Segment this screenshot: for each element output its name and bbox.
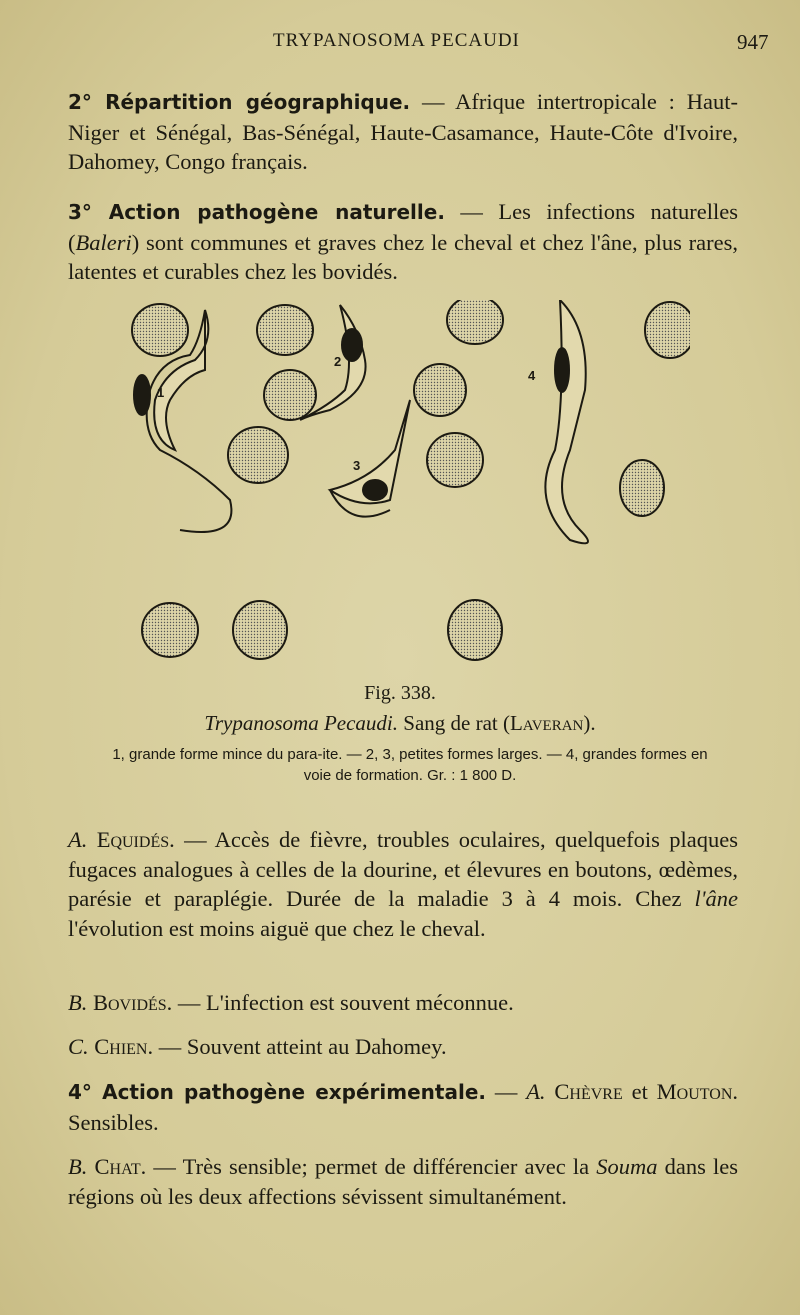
italic-text: Souma <box>596 1154 658 1179</box>
text: . — Souvent atteint au Dahomey. <box>147 1034 447 1059</box>
species-name: Trypanosoma Pecaudi. <box>204 711 399 735</box>
text: . — Accès de fièvre, troubles oculaires, quelquefois plaques fugaces analogues à celles de la dourine, et élevures en boutons, œdèmes, parésie et paraplégie. Durée de la maladie 3 à 4 mois. Chez <box>68 827 738 911</box>
section-action-experimentale <box>68 1077 738 1137</box>
section-repartition <box>68 87 738 177</box>
text: Sang de rat ( <box>398 711 510 735</box>
paragraph-equides <box>68 825 738 943</box>
figure-number: Fig. 338. <box>364 682 436 704</box>
subject: Equidés <box>96 827 170 852</box>
paragraph-bovides <box>68 988 738 1018</box>
section-heading: 2° Répartition géographique. <box>68 90 411 114</box>
figure-label-4: 4 <box>528 368 536 383</box>
section-heading: 3° Action pathogène naturelle. <box>68 200 445 224</box>
label: A. <box>68 827 97 852</box>
figure-title <box>60 711 740 736</box>
red-blood-cells <box>132 300 690 660</box>
section-action-naturelle <box>68 197 738 287</box>
figure-label-1: 1 <box>157 385 165 400</box>
paragraph-chien <box>68 1032 738 1062</box>
text: et <box>622 1079 657 1104</box>
text: dans les régions où les deux affections sévissent simultanément. <box>68 1154 738 1209</box>
text: . — L'infection est souvent méconnue. <box>166 990 514 1015</box>
subject: Mouton <box>656 1079 733 1104</box>
page-number: 947 <box>737 30 769 54</box>
subject: Chèvre <box>554 1079 623 1104</box>
figure-label-3: 3 <box>353 458 361 473</box>
figure-trypanosomes <box>130 300 690 670</box>
text: . Sensibles. <box>68 1079 739 1135</box>
subject: Chien <box>94 1034 148 1059</box>
figure-legend: 1, grande forme mince du para-ite. — 2, 3, petites formes larges. — 4, grandes formes en voie de formation. Gr. : 1 800 D. <box>112 746 708 784</box>
section-heading: 4° Action pathogène expérimentale. <box>68 1080 486 1104</box>
text: — <box>486 1079 527 1104</box>
section-text: — Afrique intertropicale : Haut-Niger et Sénégal, Bas-Sénégal, Haute-Casamance, Haute-Côte d'Ivoire, Dahomey, Congo français. <box>68 89 739 174</box>
label: A. <box>526 1079 555 1104</box>
italic-text: Baleri <box>75 229 132 255</box>
figure-label-2: 2 <box>334 354 342 369</box>
italic-text: l'âne <box>694 886 738 911</box>
text: — Les infections naturelles ( <box>68 199 738 255</box>
running-title: TRYPANOSOMA PECAUDI <box>273 30 520 51</box>
trypanosomes <box>134 300 588 543</box>
subject: Bovidés <box>93 990 167 1015</box>
label: B. <box>68 1154 95 1179</box>
subject: Chat <box>94 1154 141 1179</box>
label: C. <box>68 1034 95 1059</box>
paragraph-chat <box>68 1152 738 1211</box>
text: l'évolution est moins aiguë que chez le cheval. <box>68 915 486 941</box>
text: ). <box>583 711 596 735</box>
label: B. <box>68 990 93 1015</box>
author: Laveran <box>509 711 584 735</box>
text: ) sont communes et graves chez le cheval et chez l'âne, plus rares, latentes et curables chez les bovidés. <box>68 229 738 284</box>
text: . — Très sensible; permet de différencier avec la <box>140 1154 597 1179</box>
